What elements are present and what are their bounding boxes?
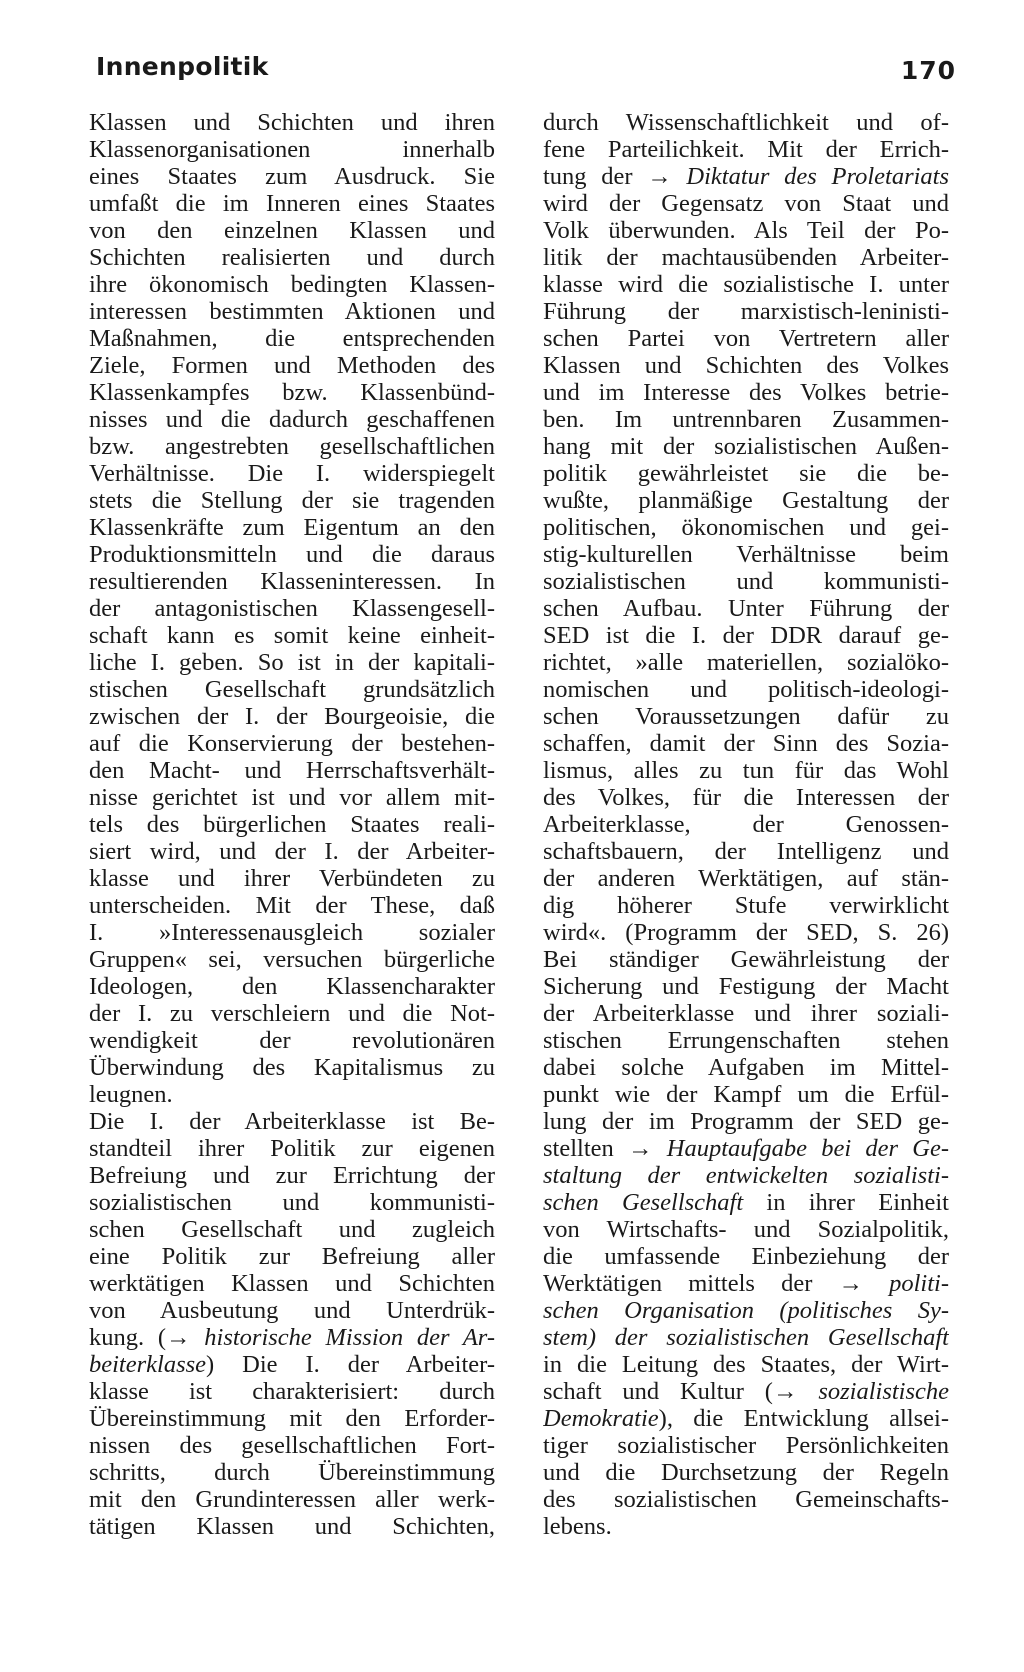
text-line — [543, 1081, 949, 1108]
text-span: nisses und die dadurch geschaffenen — [89, 406, 495, 433]
text-line — [89, 298, 495, 325]
text-line — [89, 190, 495, 217]
text-line — [543, 946, 949, 973]
text-line — [89, 595, 495, 622]
text-line — [89, 1081, 495, 1108]
text-line — [543, 865, 949, 892]
text-line — [89, 784, 495, 811]
text-span: eine Politik zur Befreiung aller — [89, 1243, 495, 1270]
text-span: wird der Gegensatz von Staat und — [543, 190, 949, 217]
text-span: kung. (→ — [89, 1324, 205, 1351]
text-span: punkt wie der Kampf um die Erfül- — [543, 1081, 949, 1108]
text-line — [89, 217, 495, 244]
text-span: stischen Gesellschaft grundsätzlich — [89, 676, 495, 703]
text-line — [89, 460, 495, 487]
text-line — [543, 1027, 949, 1054]
text-line — [543, 406, 949, 433]
text-span: ), die Entwicklung allsei- — [658, 1405, 949, 1432]
text-span: sozialistischen und kommunisti- — [89, 1189, 495, 1216]
text-span: lung der im Programm der SED ge- — [543, 1108, 949, 1135]
text-line — [543, 1432, 949, 1459]
text-span: interessen bestimmten Aktionen und — [89, 298, 495, 325]
text-span: von den einzelnen Klassen und — [89, 217, 495, 244]
text-line — [543, 1324, 949, 1351]
text-span: Maßnahmen, die entsprechenden — [89, 325, 495, 352]
text-line — [89, 1054, 495, 1081]
text-span: schaft kann es somit keine einheit- — [89, 622, 495, 649]
text-span: stischen Errungenschaften stehen — [543, 1027, 949, 1054]
text-line — [89, 973, 495, 1000]
text-span: schritts, durch Übereinstimmung — [89, 1459, 495, 1486]
text-line — [89, 811, 495, 838]
text-line — [543, 622, 949, 649]
text-line — [543, 487, 949, 514]
text-span: klasse und ihrer Verbündeten zu — [89, 865, 495, 892]
text-span: den Macht- und Herrschaftsverhält- — [89, 757, 495, 784]
text-line — [89, 1486, 495, 1513]
text-line — [89, 1243, 495, 1270]
text-line — [543, 1216, 949, 1243]
text-span: Verhältnisse. Die I. widerspiegelt — [89, 460, 495, 487]
text-line — [89, 244, 495, 271]
section-title: Innenpolitik — [96, 52, 269, 81]
text-line — [89, 1432, 495, 1459]
text-line — [89, 379, 495, 406]
cross-reference-italic: sozialistische — [818, 1378, 949, 1405]
text-line — [89, 514, 495, 541]
text-line — [543, 379, 949, 406]
text-line — [543, 1351, 949, 1378]
text-span: Führung der marxistisch-leninisti- — [543, 298, 949, 325]
text-line — [543, 136, 949, 163]
text-line — [89, 1135, 495, 1162]
text-span: nissen des gesellschaftlichen Fort- — [89, 1432, 495, 1459]
text-span: Überwindung des Kapitalismus zu — [89, 1054, 495, 1081]
text-span: eines Staates zum Ausdruck. Sie — [89, 163, 495, 190]
text-span: resultierenden Klasseninteressen. In — [89, 568, 495, 595]
text-span: hang mit der sozialistischen Außen- — [543, 433, 949, 460]
text-line — [89, 136, 495, 163]
text-line — [89, 1108, 495, 1135]
text-span: Produktionsmitteln und die daraus — [89, 541, 495, 568]
text-span: tels des bürgerlichen Staates reali- — [89, 811, 495, 838]
text-span: werktätigen Klassen und Schichten — [89, 1270, 495, 1297]
text-span: Ziele, Formen und Methoden des — [89, 352, 495, 379]
text-span: der I. zu verschleiern und die Not- — [89, 1000, 495, 1027]
text-span: Volk überwunden. Als Teil der Po- — [543, 217, 949, 244]
text-span: Gruppen« sei, versuchen bürgerliche — [89, 946, 495, 973]
text-line — [89, 109, 495, 136]
text-line — [543, 163, 949, 190]
text-span: politik gewährleistet sie die be- — [543, 460, 949, 487]
text-line — [543, 352, 949, 379]
text-line — [543, 433, 949, 460]
text-line — [543, 514, 949, 541]
text-span: mit den Grundinteressen aller werk- — [89, 1486, 495, 1513]
cross-reference-italic: schen Gesellschaft — [543, 1189, 744, 1216]
text-line — [543, 1054, 949, 1081]
text-span: nisse gerichtet ist und vor allem mit- — [89, 784, 495, 811]
text-span: Klassen und Schichten und ihren — [89, 109, 495, 136]
cross-reference-italic: beiterklasse — [89, 1351, 207, 1378]
left-text-column — [89, 109, 495, 1540]
text-span: schaftsbauern, der Intelligenz und — [543, 838, 949, 865]
text-line — [543, 460, 949, 487]
text-line — [89, 1513, 495, 1540]
text-span: nomischen und politisch-ideologi- — [543, 676, 949, 703]
right-text-column — [543, 109, 949, 1540]
text-span: dabei solche Aufgaben im Mittel- — [543, 1054, 949, 1081]
text-line — [543, 271, 949, 298]
text-line — [89, 676, 495, 703]
text-span: von Ausbeutung und Unterdrük- — [89, 1297, 495, 1324]
text-line — [89, 433, 495, 460]
cross-reference-italic: Diktatur des Proletariats — [686, 163, 949, 190]
text-line — [543, 1189, 949, 1216]
text-span: klasse wird die sozialistische I. unter — [543, 271, 949, 298]
text-span: schaft und Kultur (→ — [543, 1378, 819, 1405]
text-span: leugnen. — [89, 1081, 173, 1108]
text-span: durch Wissenschaftlichkeit und of- — [543, 109, 949, 136]
text-span: lismus, alles zu tun für das Wohl — [543, 757, 949, 784]
text-span: Klassenorganisationen innerhalb — [89, 136, 495, 163]
text-line — [543, 568, 949, 595]
text-span: auf die Konservierung der bestehen- — [89, 730, 495, 757]
text-line — [543, 109, 949, 136]
text-line — [543, 811, 949, 838]
text-line — [543, 1270, 949, 1297]
text-span: die umfassende Einbeziehung der — [543, 1243, 949, 1270]
text-span: stellten → — [543, 1135, 667, 1162]
text-span: sozialistischen und kommunisti- — [543, 568, 949, 595]
text-span: tätigen Klassen und Schichten, — [89, 1513, 495, 1540]
text-line — [543, 1378, 949, 1405]
text-span: schen Voraussetzungen dafür zu — [543, 703, 949, 730]
text-span: schen Aufbau. Unter Führung der — [543, 595, 949, 622]
text-span: richtet, »alle materiellen, sozialöko- — [543, 649, 949, 676]
text-span: I. »Interessenausgleich sozialer — [89, 919, 495, 946]
text-line — [543, 217, 949, 244]
text-span: lebens. — [543, 1513, 612, 1540]
text-span: klasse ist charakterisiert: durch — [89, 1378, 495, 1405]
text-line — [89, 406, 495, 433]
text-line — [89, 865, 495, 892]
text-span: Klassen und Schichten des Volkes — [543, 352, 949, 379]
text-line — [89, 163, 495, 190]
text-line — [89, 1405, 495, 1432]
text-span: schen Partei von Vertretern aller — [543, 325, 949, 352]
text-line — [543, 838, 949, 865]
text-line — [543, 892, 949, 919]
text-span: von Wirtschafts- und Sozialpolitik, — [543, 1216, 949, 1243]
text-span: bzw. angestrebten gesellschaftlichen — [89, 433, 495, 460]
cross-reference-italic: stem) der sozialistischen Gesellschaft — [543, 1324, 949, 1351]
page-number: 170 — [900, 56, 956, 85]
text-span: Sicherung und Festigung der Macht — [543, 973, 949, 1000]
text-line — [543, 730, 949, 757]
text-line — [89, 622, 495, 649]
text-line — [543, 325, 949, 352]
text-span: stig-kulturellen Verhältnisse beim — [543, 541, 949, 568]
text-line — [89, 568, 495, 595]
text-span: zwischen der I. der Bourgeoisie, die — [89, 703, 495, 730]
text-span: standteil ihrer Politik zur eigenen — [89, 1135, 495, 1162]
text-span: dig höherer Stufe verwirklicht — [543, 892, 949, 919]
text-span: wird«. (Programm der SED, S. 26) — [543, 919, 949, 946]
text-line — [543, 1108, 949, 1135]
text-span: stets die Stellung der sie tragenden — [89, 487, 495, 514]
text-span: und im Interesse des Volkes betrie- — [543, 379, 949, 406]
cross-reference-italic: Hauptaufgabe bei der Ge- — [666, 1135, 949, 1162]
text-span: wendigkeit der revolutionären — [89, 1027, 495, 1054]
text-span: umfaßt die im Inneren eines Staates — [89, 190, 495, 217]
text-span: litik der machtausübenden Arbeiter- — [543, 244, 949, 271]
text-line — [89, 325, 495, 352]
text-span: wußte, planmäßige Gestaltung der — [543, 487, 949, 514]
text-span: ihre ökonomisch bedingten Klassen- — [89, 271, 495, 298]
text-line — [89, 1297, 495, 1324]
text-line — [89, 1270, 495, 1297]
text-line — [543, 1162, 949, 1189]
text-span: der anderen Werktätigen, auf stän- — [543, 865, 949, 892]
text-line — [543, 676, 949, 703]
text-line — [543, 1135, 949, 1162]
text-line — [89, 838, 495, 865]
text-line — [89, 1027, 495, 1054]
text-span: ) Die I. der Arbeiter- — [206, 1351, 495, 1378]
text-line — [543, 595, 949, 622]
text-span: Werktätigen mittels der → — [543, 1270, 890, 1297]
text-span: Befreiung und zur Errichtung der — [89, 1162, 495, 1189]
text-span: des Volkes, für die Interessen der — [543, 784, 949, 811]
text-line — [89, 1189, 495, 1216]
text-line — [89, 703, 495, 730]
text-line — [89, 541, 495, 568]
text-line — [543, 1513, 949, 1540]
text-line — [543, 703, 949, 730]
text-line — [89, 1324, 495, 1351]
text-span: der Arbeiterklasse und ihrer soziali- — [543, 1000, 949, 1027]
text-span: Klassenkräfte zum Eigentum an den — [89, 514, 495, 541]
text-span: tiger sozialistischer Persönlichkeiten — [543, 1432, 949, 1459]
text-span: schen Gesellschaft und zugleich — [89, 1216, 495, 1243]
text-span: Bei ständiger Gewährleistung der — [543, 946, 949, 973]
text-line — [543, 973, 949, 1000]
text-line — [89, 730, 495, 757]
text-span: Ideologen, den Klassencharakter — [89, 973, 495, 1000]
text-span: und die Durchsetzung der Regeln — [543, 1459, 949, 1486]
text-line — [543, 190, 949, 217]
text-span: in die Leitung des Staates, der Wirt- — [543, 1351, 949, 1378]
text-line — [543, 1459, 949, 1486]
text-span: SED ist die I. der DDR darauf ge- — [543, 622, 949, 649]
text-span: ben. Im untrennbaren Zusammen- — [543, 406, 949, 433]
text-line — [543, 1486, 949, 1513]
cross-reference-italic: staltung der entwickelten sozialisti- — [543, 1162, 949, 1189]
text-span: Klassenkampfes bzw. Klassenbünd- — [89, 379, 495, 406]
text-line — [89, 487, 495, 514]
text-span: siert wird, und der I. der Arbeiter- — [89, 838, 495, 865]
text-span: Übereinstimmung mit den Erforder- — [89, 1405, 495, 1432]
text-line — [543, 649, 949, 676]
text-line — [89, 1162, 495, 1189]
text-span: fene Parteilichkeit. Mit der Errich- — [543, 136, 949, 163]
text-line — [89, 946, 495, 973]
text-line — [543, 1297, 949, 1324]
text-line — [543, 757, 949, 784]
text-line — [89, 757, 495, 784]
cross-reference-italic: Demokratie — [543, 1405, 659, 1432]
text-line — [89, 919, 495, 946]
text-span: tung der → — [543, 163, 687, 190]
text-line — [543, 919, 949, 946]
text-line — [543, 244, 949, 271]
text-line — [89, 1459, 495, 1486]
text-span: des sozialistischen Gemeinschafts- — [543, 1486, 949, 1513]
text-line — [543, 298, 949, 325]
text-span: Schichten realisierten und durch — [89, 244, 495, 271]
text-line — [543, 1243, 949, 1270]
text-span: Arbeiterklasse, der Genossen- — [543, 811, 949, 838]
text-span: schaffen, damit der Sinn des Sozia- — [543, 730, 949, 757]
text-line — [89, 892, 495, 919]
text-span: der antagonistischen Klassengesell- — [89, 595, 495, 622]
text-line — [89, 1216, 495, 1243]
cross-reference-italic: historische Mission der Ar- — [204, 1324, 495, 1351]
text-span: in ihrer Einheit — [743, 1189, 949, 1216]
text-line — [543, 541, 949, 568]
text-line — [89, 271, 495, 298]
text-line — [89, 649, 495, 676]
text-span: Die I. der Arbeiterklasse ist Be- — [89, 1108, 495, 1135]
cross-reference-italic: politi- — [889, 1270, 949, 1297]
text-line — [89, 1351, 495, 1378]
text-span: liche I. geben. So ist in der kapitali- — [89, 649, 495, 676]
text-line — [543, 1000, 949, 1027]
text-line — [89, 1378, 495, 1405]
text-line — [543, 784, 949, 811]
text-line — [89, 1000, 495, 1027]
cross-reference-italic: schen Organisation (politisches Sy- — [543, 1297, 949, 1324]
text-span: unterscheiden. Mit der These, daß — [89, 892, 495, 919]
text-line — [543, 1405, 949, 1432]
text-line — [89, 352, 495, 379]
text-span: politischen, ökonomischen und gei- — [543, 514, 949, 541]
